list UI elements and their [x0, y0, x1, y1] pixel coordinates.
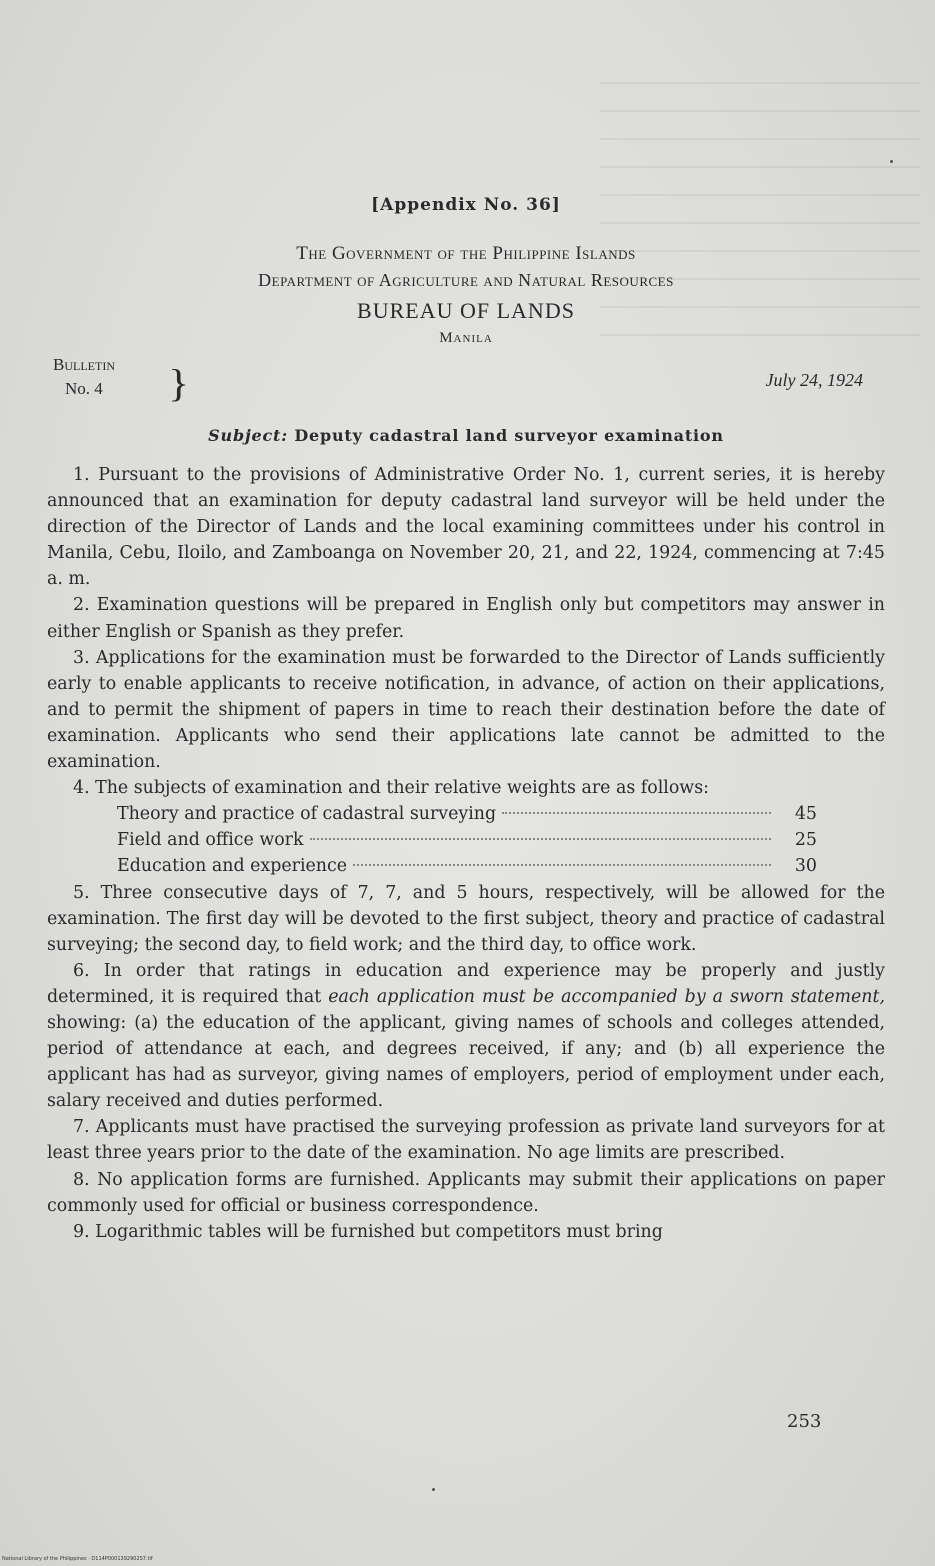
subject-label: Subject: [208, 426, 288, 445]
weights-table [117, 801, 817, 879]
weights-row [117, 827, 817, 853]
page-number: 253 [787, 1411, 822, 1432]
weight-subject: Education and experience [117, 856, 348, 877]
paragraph-9: 9. Logarithmic tables will be furnished but competitors must bring [73, 1221, 663, 1242]
dot-leader [502, 812, 771, 814]
appendix-label: [Appendix No. 36] [371, 195, 561, 215]
bulletin-title: Bulletin [53, 355, 115, 374]
bureau-heading: BUREAU OF LANDS [357, 298, 575, 323]
paragraph-8: 8. No application forms are furnished. Applicants may submit their applications on paper commonly used for official or business correspondence. [47, 1169, 885, 1216]
bulletin-date: July 24, 1924 [765, 370, 863, 390]
dot-leader [353, 864, 771, 866]
bulletin-body [47, 462, 885, 1245]
paragraph-6-start: 6. In order that ratings in education and experience may be properly and justly determined, it is required that [47, 960, 885, 1007]
paragraph-2: 2. Examination questions will be prepared in English only but competitors may answer in either English or Spanish as they prefer. [47, 595, 885, 642]
weights-row [117, 853, 817, 879]
bulletin-number: No. 4 [65, 379, 103, 398]
dot-leader [310, 838, 771, 840]
weight-value: 25 [794, 830, 817, 851]
bulletin-label [53, 353, 115, 401]
paragraph-6 [47, 958, 885, 1115]
subject-text: Deputy cadastral land surveyor examination [294, 426, 724, 445]
scan-footer: National Library of the Philippines · D114P0001392902S7.tif [2, 1556, 153, 1562]
paragraph-3: 3. Applications for the examination must be forwarded to the Director of Lands sufficiently early to enable applicants to receive notification, in advance, of action on their applications, and to permit the shipment of papers in time to reach their destination before the date of examination. Applicants who send their applications late cannot be admitted to the examination. [47, 647, 885, 773]
paragraph-6-end: showing: (a) the education of the applicant, giving names of schools and colleges attended, period of attendance at each, and degrees received, if any; and (b) all experience the applicant has had as surveyor, giving names of employers, period of employment under each, salary received and duties performed. [47, 1012, 885, 1112]
weight-value: 45 [794, 804, 817, 825]
department-heading: Department of Agriculture and Natural Resources [258, 270, 674, 290]
city-heading: Manila [439, 330, 493, 346]
brace-glyph: } [168, 361, 190, 406]
weight-subject: Theory and practice of cadastral surveying [117, 804, 497, 825]
government-heading: The Government of the Philippine Islands [296, 243, 636, 264]
paragraph-6-emphasis: each application must be accompanied by a sworn statement, [328, 986, 885, 1007]
paragraph-4: 4. The subjects of examination and their relative weights are as follows: [73, 778, 709, 799]
weight-subject: Field and office work [117, 830, 304, 851]
speck-mark [432, 1488, 435, 1491]
subject-line [47, 426, 885, 445]
paragraph-7: 7. Applicants must have practised the surveying profession as private land surveyors for at least three years prior to the date of the examination. No age limits are prescribed. [47, 1117, 885, 1164]
speck-mark [890, 160, 893, 163]
weights-row [117, 801, 817, 827]
paragraph-5: 5. Three consecutive days of 7, 7, and 5 hours, respectively, will be allowed for the examination. The first day will be devoted to the first subject, theory and practice of cadastral surveying; the second day, to field work; and the third day, to office work. [47, 882, 885, 955]
paragraph-1: 1. Pursuant to the provisions of Administrative Order No. 1, current series, it is hereby announced that an examination for deputy cadastral land surveyor will be held under the direction of the Director of Lands and the local examining committees under his control in Manila, Cebu, Iloilo, and Zamboanga on November 20, 21, and 22, 1924, commencing at 7:45 a. m. [47, 465, 885, 590]
weight-value: 30 [794, 856, 817, 877]
